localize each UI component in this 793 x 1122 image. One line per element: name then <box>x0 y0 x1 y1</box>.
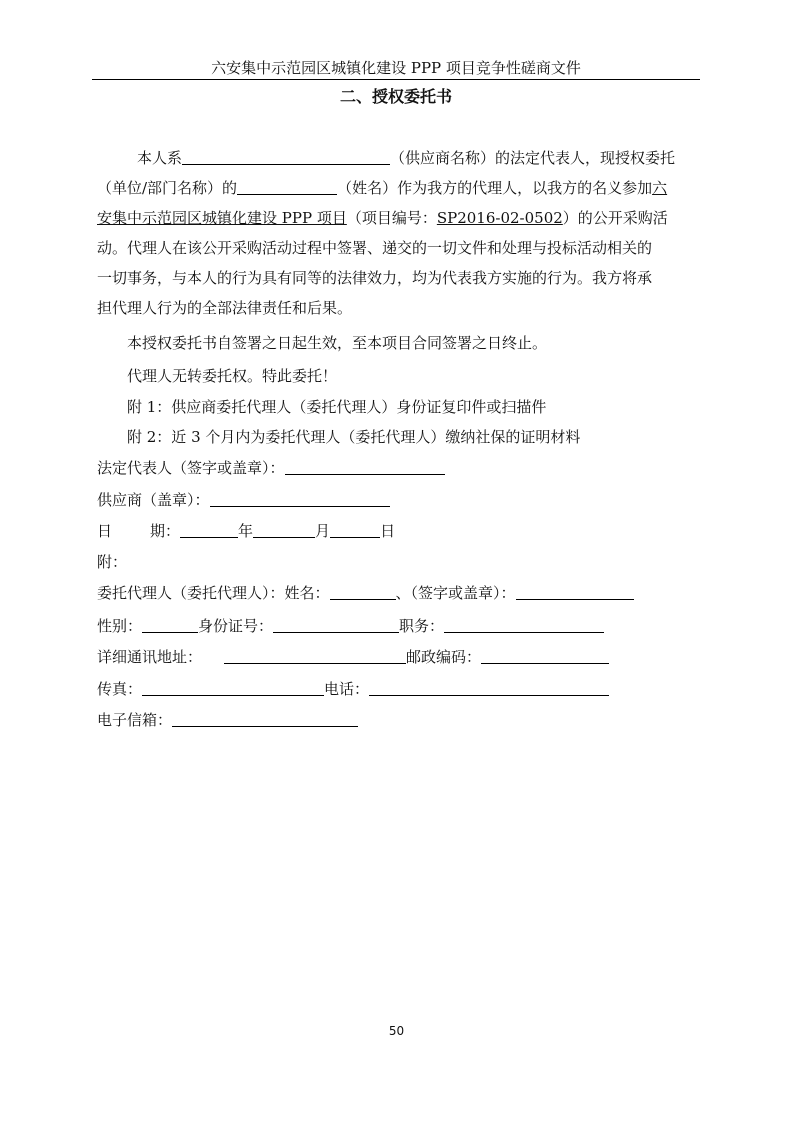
day-label: 日 <box>380 522 396 540</box>
para1-line6: 担代理人行为的全部法律责任和后果。 <box>97 299 353 317</box>
text: （姓名）作为我方的代理人，以我方的名义参加 <box>337 179 653 197</box>
project-name: 安集中示范园区城镇化建设 PPP 项目 <box>97 209 347 227</box>
agent-name-blank[interactable] <box>330 581 396 600</box>
section-title: 二、授权委托书 <box>339 87 452 106</box>
unit-name-blank[interactable] <box>237 176 337 195</box>
project-number: SP2016-02-0502 <box>436 209 563 227</box>
id-label: 身份证号： <box>198 617 274 635</box>
month-label: 月 <box>315 522 331 540</box>
date-label-ri: 日 <box>97 522 113 540</box>
attachment-1 <box>97 392 702 422</box>
day-blank[interactable] <box>330 519 380 538</box>
text: （单位/部门名称）的 <box>97 179 238 197</box>
postcode-label: 邮政编码： <box>406 648 482 666</box>
id-number-blank[interactable] <box>273 614 399 633</box>
agent-label: 委托代理人（委托代理人）：姓名： <box>97 584 330 602</box>
text: （供应商名称）的法定代表人，现授权委托 <box>390 149 676 167</box>
para1-line3 <box>97 203 702 233</box>
page-number: 50 <box>388 1024 405 1038</box>
text: 附 1：供应商委托代理人（委托代理人）身份证复印件或扫描件 <box>127 398 547 416</box>
text: 本人系 <box>137 149 183 167</box>
email-blank[interactable] <box>172 708 358 727</box>
agent-address-line <box>97 642 702 672</box>
date-line <box>97 516 702 546</box>
legal-rep-line <box>97 453 702 483</box>
address-label: 详细通讯地址： <box>97 648 203 666</box>
position-label: 职务： <box>399 617 445 635</box>
fax-blank[interactable] <box>142 677 324 696</box>
text: （项目编号： <box>346 209 437 227</box>
phone-blank[interactable] <box>369 677 609 696</box>
supplier-label: 供应商（盖章）： <box>97 491 210 509</box>
para1-line5: 一切事务，与本人的行为具有同等的法律效力，均为代表我方实施的行为。我方将承 <box>97 269 653 287</box>
agent-name-line <box>97 578 702 608</box>
attachment-2 <box>97 422 702 452</box>
month-blank[interactable] <box>253 519 315 538</box>
text: ）的公开采购活 <box>562 209 668 227</box>
supplier-seal-blank[interactable] <box>210 488 390 507</box>
gender-blank[interactable] <box>142 614 198 633</box>
year-label: 年 <box>238 522 254 540</box>
project-name-start: 六 <box>652 179 668 197</box>
para1-line2 <box>97 173 702 203</box>
legal-rep-label: 法定代表人（签字或盖章）： <box>97 459 285 477</box>
header-divider <box>92 79 700 80</box>
document-header: 六安集中示范园区城镇化建设 PPP 项目竞争性磋商文件 <box>211 59 581 77</box>
agent-contact-line <box>97 674 702 704</box>
date-label-qi: 期： <box>150 522 181 540</box>
agent-id-line <box>97 611 702 641</box>
agent-sign-label: 、（签字或盖章）： <box>395 584 516 602</box>
supplier-name-blank[interactable] <box>182 146 390 165</box>
gender-label: 性别： <box>97 617 143 635</box>
fu-line: 附： <box>97 553 128 571</box>
para1-line4: 动。代理人在该公开采购活动过程中签署、递交的一切文件和处理与投标活动相关的 <box>97 239 653 257</box>
text: 附 2：近 3 个月内为委托代理人（委托代理人）缴纳社保的证明材料 <box>127 428 581 446</box>
phone-label: 电话： <box>324 680 370 698</box>
text: 本授权委托书自签署之日起生效，至本项目合同签署之日终止。 <box>127 334 548 352</box>
address-blank[interactable] <box>224 645 406 664</box>
supplier-line <box>97 485 702 515</box>
postcode-blank[interactable] <box>481 645 609 664</box>
text: 代理人无转委托权。特此委托！ <box>127 367 338 385</box>
para2 <box>97 328 702 358</box>
agent-email-line <box>97 705 702 735</box>
para1-line1 <box>97 143 702 173</box>
year-blank[interactable] <box>180 519 238 538</box>
agent-signature-blank[interactable] <box>516 581 634 600</box>
position-blank[interactable] <box>444 614 604 633</box>
fax-label: 传真： <box>97 680 143 698</box>
para3 <box>97 361 702 391</box>
email-label: 电子信箱： <box>97 711 173 729</box>
legal-rep-signature-blank[interactable] <box>285 456 445 475</box>
